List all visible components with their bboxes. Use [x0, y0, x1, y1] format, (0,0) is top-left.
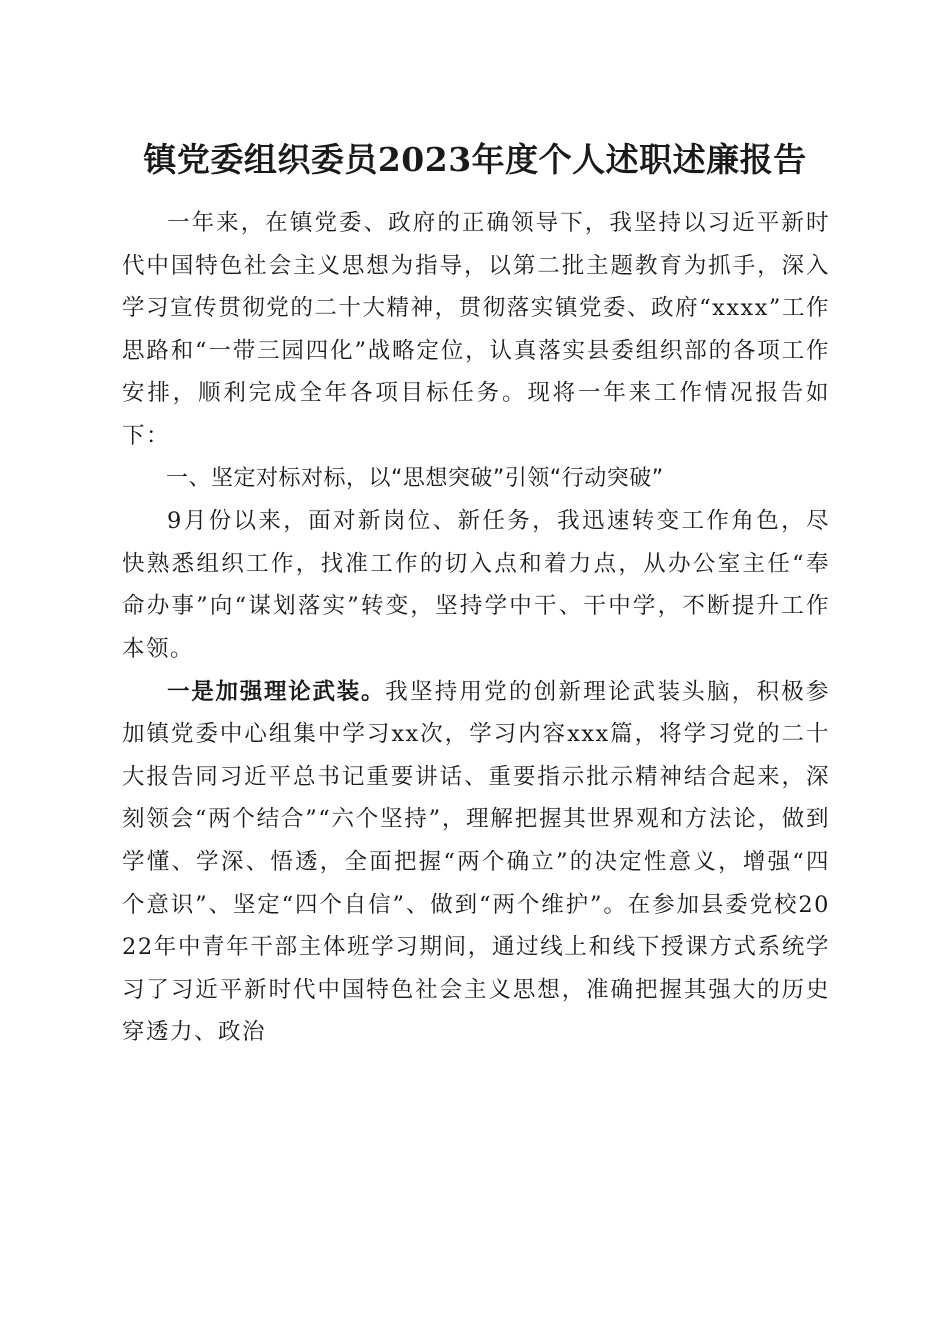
section-1-paragraph: 9月份以来，面对新岗位、新任务，我迅速转变工作角色，尽快熟悉组织工作，找准工作的切入点和着力点，从办公室主任“奉命办事”向“谋划落实”转变，坚持学中干、干中学，不断提升工作本领。 — [122, 508, 830, 662]
intro-paragraph: 一年来，在镇党委、政府的正确领导下，我坚持以习近平新时代中国特色社会主义思想为指导，以第二批主题教育为抓手，深入学习宣传贯彻党的二十大精神，贯彻落实镇党委、政府“xxxx”工作思路和“一带三园四化”战略定位，认真落实县委组织部的各项工作安排，顺利完成全年各项目标任务。现将一年来工作情况报告如下： — [122, 210, 830, 449]
section-heading-1: 一、坚定对标对标，以“思想突破”引领“行动突破” — [166, 465, 664, 491]
document-body — [122, 202, 830, 1054]
item-1-text: 我坚持用党的创新理论武装头脑，积极参加镇党委中心组集中学习xx次，学习内容xxx篇，将学习党的二十大报告同习近平总书记重要讲话、重要指示批示精神结合起来，深刻领会“两个结合”“六个坚持”，理解把握其世界观和方法论，做到学懂、学深、悟透，全面把握“两个确立”的决定性意义，增强“四个意识”、坚定“四个自信”、做到“两个维护”。在参加县委党校2022年中青年干部主体班学习期间，通过线上和线下授课方式系统学习了习近平新时代中国特色社会主义思想，准确把握其强大的历史穿透力、政治 — [122, 678, 830, 1046]
document-title: 镇党委组织委员2023年度个人述职述廉报告 — [143, 140, 807, 179]
item-1-paragraph — [122, 671, 830, 1054]
item-1-lead: 一是加强理论武装。 — [167, 678, 386, 705]
